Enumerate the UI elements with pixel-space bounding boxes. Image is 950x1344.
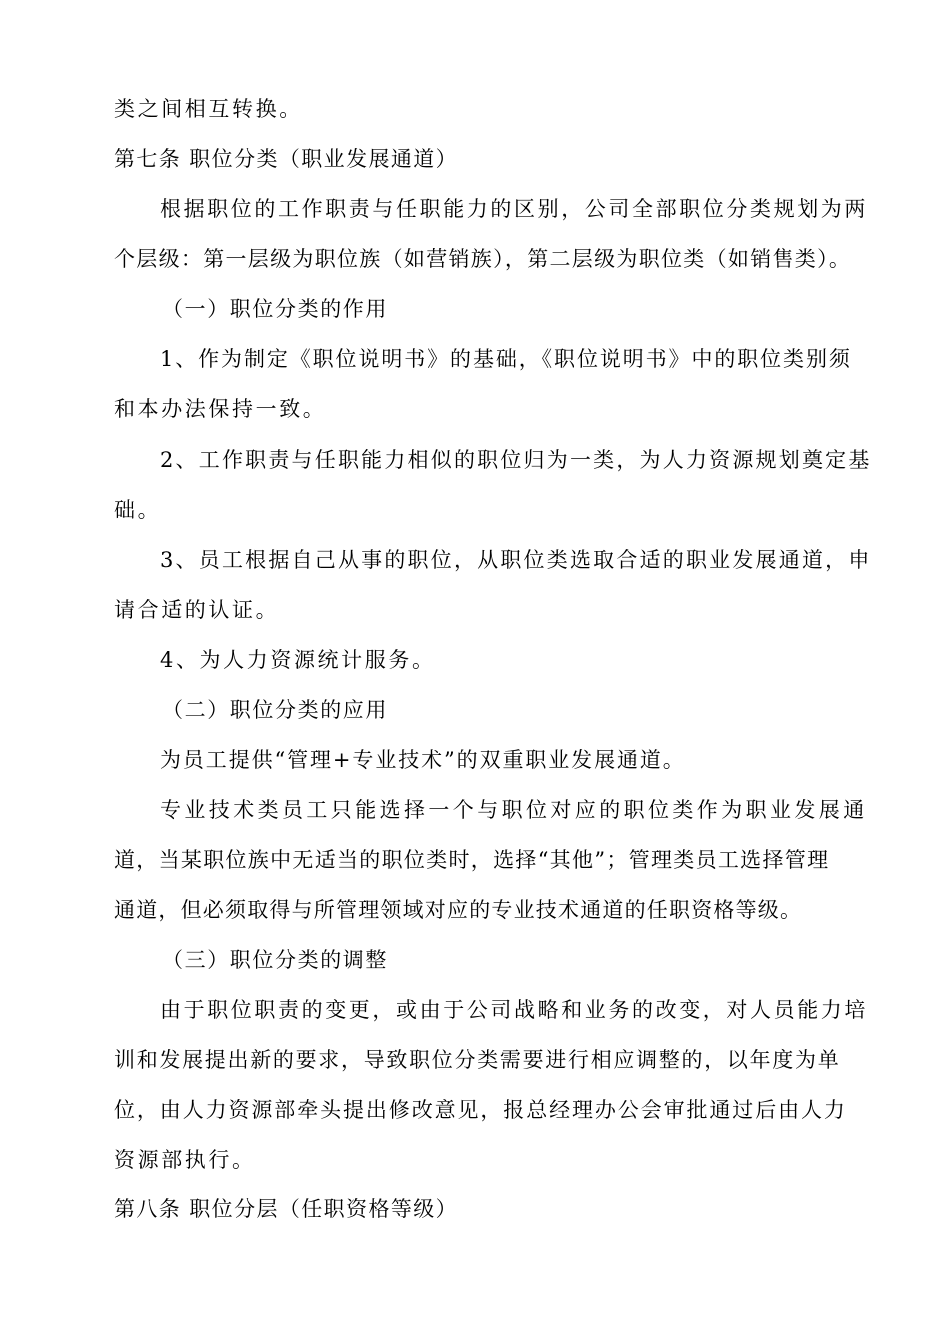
list-item-2: 2、工作职责与任职能力相似的职位归为一类，为人力资源规划奠定基: [160, 448, 872, 472]
paragraph-line: 类之间相互转换。: [114, 97, 303, 121]
list-item-4: 4、为人力资源统计服务。: [160, 648, 436, 672]
list-item-1: 1、作为制定《职位说明书》的基础，《职位说明书》中的职位类别须: [160, 347, 852, 371]
list-item-3: 3、员工根据自己从事的职位，从职位类选取合适的职业发展通道，申: [160, 548, 872, 572]
paragraph-line: 根据职位的工作职责与任职能力的区别，公司全部职位分类规划为两: [160, 197, 868, 221]
paragraph-line: 个层级：第一层级为职位族（如营销族），第二层级为职位类（如销售类）。: [114, 247, 852, 271]
paragraph-line: 础。: [114, 498, 162, 522]
paragraph-line: 和本办法保持一致。: [114, 397, 327, 421]
paragraph-line: 为员工提供“管理+专业技术”的双重职业发展通道。: [160, 748, 686, 772]
paragraph-line: 通道，但必须取得与所管理领域对应的专业技术通道的任职资格等级。: [114, 898, 803, 922]
section-heading-1: （一）职位分类的作用: [162, 297, 388, 321]
paragraph-line: 训和发展提出新的要求，导致职位分类需要进行相应调整的，以年度为单: [114, 1048, 841, 1072]
paragraph-line: 道，当某职位族中无适当的职位类时，选择“其他”；管理类员工选择管理: [114, 848, 830, 872]
paragraph-line: 位，由人力资源部牵头提出修改意见，报总经理办公会审批通过后由人力: [114, 1098, 847, 1122]
section-heading-2: （二）职位分类的应用: [162, 698, 388, 722]
paragraph-line: 请合适的认证。: [114, 598, 280, 622]
article-8-heading: 第八条 职位分层（任职资格等级）: [114, 1197, 459, 1221]
paragraph-line: 资源部执行。: [114, 1148, 256, 1172]
paragraph-line: 由于职位职责的变更，或由于公司战略和业务的改变，对人员能力培: [160, 998, 868, 1022]
section-heading-3: （三）职位分类的调整: [162, 948, 388, 972]
article-7-heading: 第七条 职位分类（职业发展通道）: [114, 147, 459, 171]
paragraph-line: 专业技术类员工只能选择一个与职位对应的职位类作为职业发展通: [160, 798, 868, 822]
